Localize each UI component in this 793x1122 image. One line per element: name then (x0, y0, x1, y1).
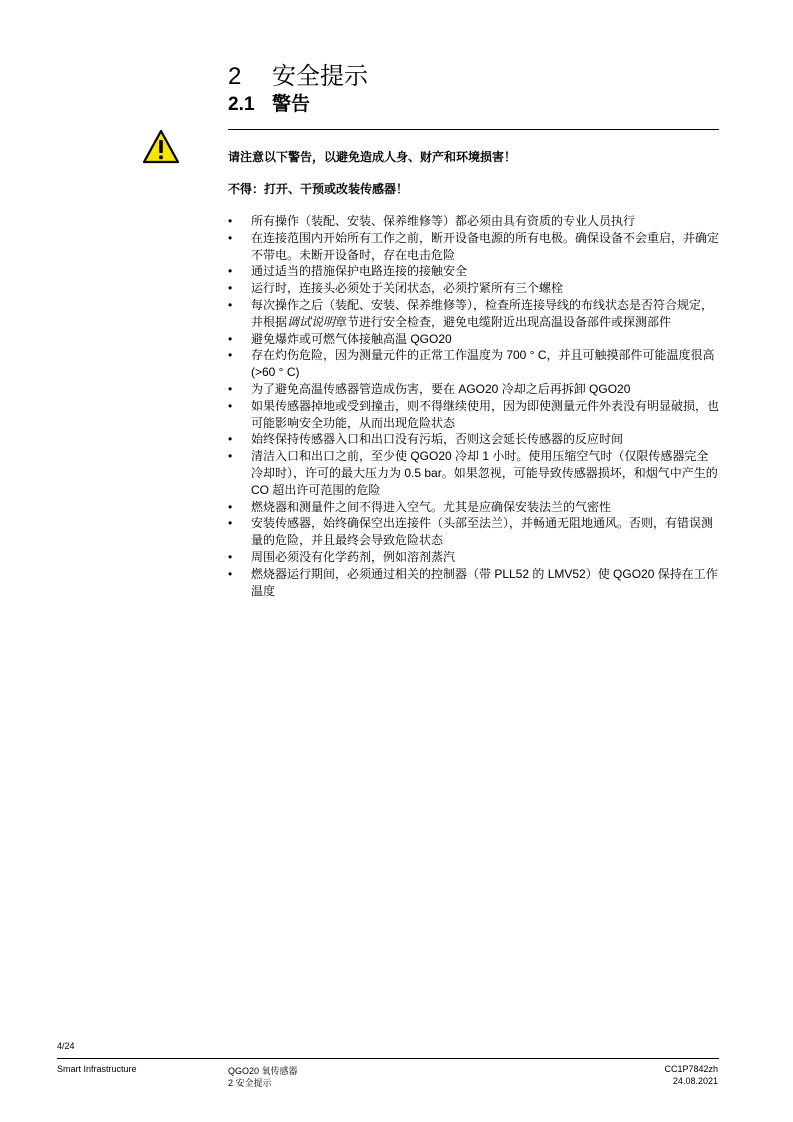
bullet-text: 所有操作（装配、安装、保养维修等）都必须由具有资质的专业人员执行 (251, 214, 636, 228)
bullet-item (228, 297, 720, 331)
bullet-item (228, 448, 720, 498)
bullet-text: 燃烧器运行期间，必须通过相关的控制器（带 PLL52 的 LMV52）使 QGO20 保持在工作温度 (251, 566, 718, 598)
footer-date: 24.08.2021 (672, 1076, 718, 1086)
bullet-text: 存在灼伤危险，因为测量元件的正常工作温度为 700 ° C，并且可触摸部件可能温度很高 (>60 ° C) (251, 348, 715, 380)
bullet-dot: • (228, 331, 233, 346)
bullet-text: 通过适当的措施保护电路连接的接触安全 (251, 264, 468, 279)
bullet-dot: • (228, 281, 233, 296)
footer-divider (57, 1058, 719, 1059)
footer-section: 2 安全提示 (228, 1078, 272, 1088)
bullet-item (228, 381, 720, 398)
bullet-dot: • (228, 214, 233, 228)
subsection-heading (228, 89, 310, 116)
bullet-item (228, 398, 720, 432)
bullet-dot: • (228, 230, 233, 245)
bullet-text: 避免爆炸或可燃气体接触高温 QGO20 (251, 331, 452, 346)
footer-company: Smart Infrastructure (57, 1064, 137, 1074)
bullet-text: 安装传感器，始终确保空出连接件（头部至法兰），并畅通无阻地通风。否则，有错误测量的危险，并且最终会导致危险状态 (251, 516, 714, 548)
warning-triangle-icon (142, 129, 180, 165)
section-heading (228, 56, 368, 91)
safety-bullet-list (228, 213, 720, 599)
bullet-text-cont: 章节进行安全检查，避免电缆附近出现高温设备部件或探测部件 (335, 314, 672, 329)
bullet-item (228, 566, 720, 600)
bullet-item (228, 230, 720, 264)
bullet-item (228, 499, 720, 516)
bullet-dot: • (228, 264, 233, 279)
bullet-text: 燃烧器和测量件之间不得进入空气。尤其是应确保安装法兰的气密性 (251, 499, 612, 514)
bullet-text: 清洁入口和出口之前，至少使 QGO20 冷却 1 小时。使用压缩空气时（仅限传感器完全冷却时），许可的最大压力为 0.5 bar。如果忽视，可能导致传感器损坏，和烟气中产生的 CO 超出许可范围的危险 (251, 449, 718, 497)
warning-line-2: 不得：打开、干预或改装传感器！ (228, 182, 409, 196)
bullet-text: 为了避免高温传感器管造成伤害，要在 AGO20 冷却之后再拆卸 QGO20 (251, 381, 631, 396)
bullet-item (228, 431, 720, 448)
bullet-dot: • (228, 566, 233, 581)
bullet-dot: • (228, 297, 233, 312)
footer-doc-id: CC1P7842zh (664, 1064, 718, 1074)
bullet-item (228, 515, 720, 549)
bullet-text: 周围必须没有化学药剂，例如溶剂蒸汽 (251, 549, 456, 564)
bullet-item (228, 347, 720, 381)
bullet-dot: • (228, 348, 233, 363)
section-title: 安全提示 (272, 63, 368, 90)
heading-divider (228, 129, 719, 130)
subsection-title: 警告 (272, 94, 311, 115)
bullet-item (228, 331, 720, 348)
bullet-dot: • (228, 499, 233, 514)
footer-product: QGO20 氧传感器 (228, 1066, 298, 1076)
bullet-dot: • (228, 432, 233, 447)
bullet-item (228, 549, 720, 566)
bullet-text: 运行时，连接头必须处于关闭状态，必须拧紧所有三个螺栓 (251, 281, 564, 296)
section-number: 2 (228, 63, 242, 90)
bullet-text: 每次操作之后（装配、安装、保养维修等），检查所连接导线的布线状态是否符合规定，并根据 (251, 297, 714, 329)
bullet-dot: • (228, 516, 233, 531)
bullet-text: 始终保持传感器入口和出口没有污垢，否则这会延长传感器的反应时间 (251, 432, 624, 447)
bullet-dot: • (228, 449, 233, 464)
bullet-text: 在连接范围内开始所有工作之前，断开设备电源的所有电极。确保设备不会重启，并确定不带电。未断开设备时，存在电击危险 (251, 230, 720, 262)
warning-line-1: 请注意以下警告，以避免造成人身、财产和环境损害！ (228, 150, 517, 164)
bullet-dot: • (228, 398, 233, 413)
bullet-text: 如果传感器掉地或受到撞击，则不得继续使用，因为即使测量元件外表没有明显破损，也可能影响安全功能，从而出现危险状态 (251, 398, 720, 430)
bullet-emphasis: 调试说明 (287, 314, 336, 329)
bullet-item (228, 263, 720, 280)
bullet-dot: • (228, 549, 233, 564)
bullet-item (228, 213, 720, 230)
page-number: 4/24 (57, 1041, 75, 1051)
bullet-item (228, 280, 720, 297)
subsection-number: 2.1 (228, 94, 255, 115)
bullet-dot: • (228, 381, 233, 396)
